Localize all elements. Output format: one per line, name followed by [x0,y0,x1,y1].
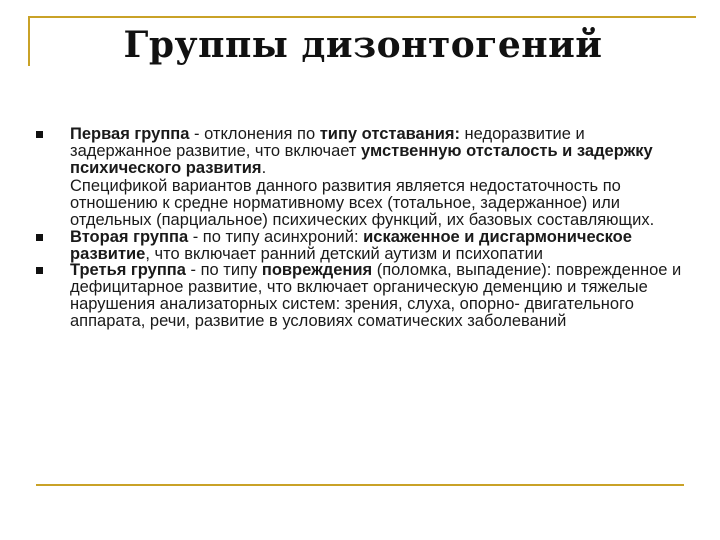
bullet-list [36,126,686,330]
bullet-text: - отклонения по [189,125,320,143]
slide-title: Группы дизонтогений [123,24,603,66]
frame-top-line [28,16,696,18]
square-bullet-icon [36,267,43,274]
frame-bottom-line [36,484,684,486]
bullet-bold-text: типу отставания: [319,125,460,143]
bullet-lead: Третья группа [70,261,186,280]
bullet-item-second-group [36,229,686,263]
square-bullet-icon [36,131,43,138]
bullet-sub-paragraph: Спецификой вариантов данного развития является недостаточность по отношению к средне нормативному всех (тотальное, задержанное) или отдельных (парциальное) психических функций, их базовых составляющих. [70,177,655,229]
bullet-text: . [261,158,267,177]
bullet-item-first-group [36,126,686,229]
bullet-bold-text: повреждения [261,261,373,280]
bullet-text: недоразвитие и задержанное развитие, что включает [70,125,585,160]
bullet-text: - по типу [185,261,262,280]
bullet-text: , что включает ранний детский аутизм и психопатии [145,244,544,263]
bullet-lead: Вторая группа [70,227,189,246]
bullet-bold-text: умственную отсталость и задержку психического развития [70,141,653,177]
bullet-text: (поломка, выпадение): поврежденное и дефицитарное развитие, что включает органическую деменцию и тяжелые нарушения анализаторных систем: зрения, слуха, опорно- двигательного аппарата, речи, развитие в условиях соматических заболеваний [70,261,682,330]
square-bullet-icon [36,234,43,241]
bullet-bold-text: искаженное и дисгармоническое развитие [70,227,632,263]
bullet-text: - по типу асинхроний: [188,227,364,246]
bullet-lead: Первая группа [70,125,190,143]
bullet-item-third-group [36,262,686,329]
